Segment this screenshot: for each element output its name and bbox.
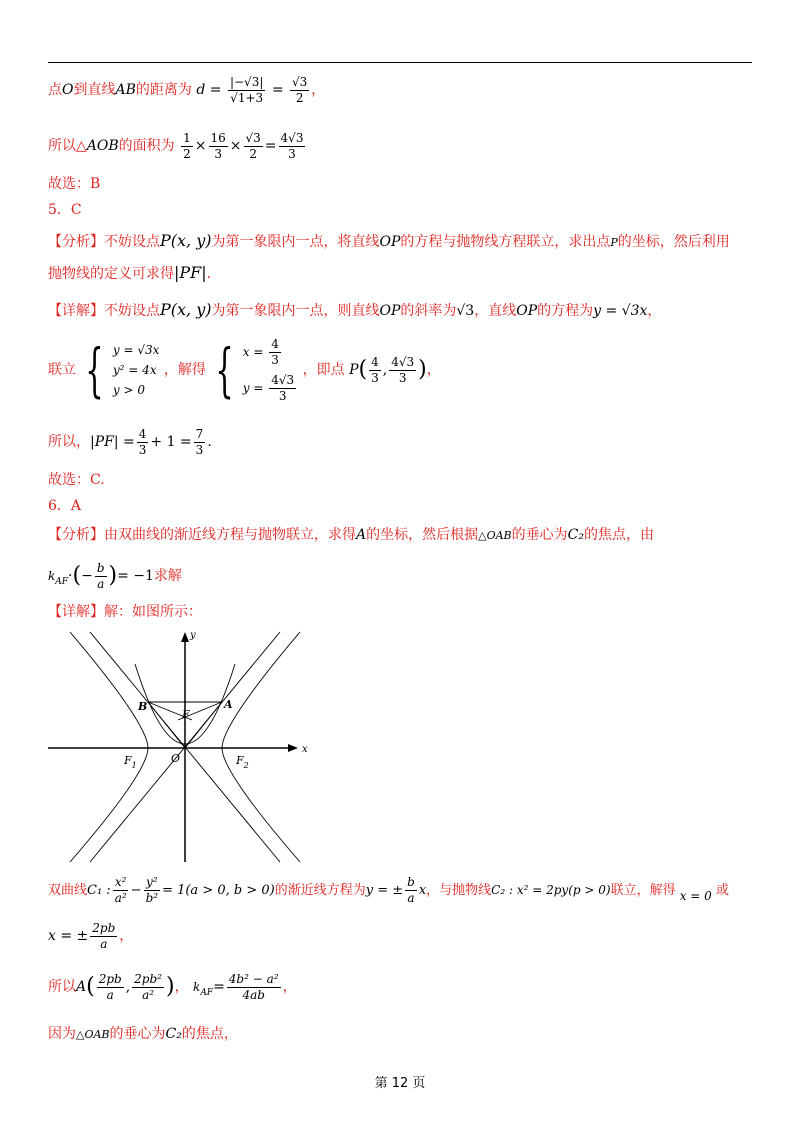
text: ， <box>119 928 134 944</box>
text: 的垂心为 <box>109 1026 166 1042</box>
fraction <box>405 875 417 906</box>
fraction <box>113 875 129 906</box>
q5-system: 联立 { y = √3x y² = 4x y > 0 ，解得 { x = $\frac{4}{3}$ y = $\frac{4√3}{3}$ ，即点 P( $\frac{4}{3}$ , $\frac{4√3}{3}$ )， <box>48 336 441 404</box>
fraction <box>290 75 309 106</box>
detail-tag: 【详解】 <box>48 604 104 620</box>
text: ，直线 <box>474 303 517 319</box>
distance-line <box>48 68 325 112</box>
slope: √3 <box>456 303 475 319</box>
fraction <box>194 427 206 458</box>
text: ，解得 <box>163 362 206 378</box>
segment-OB <box>148 702 185 748</box>
label-A: A <box>224 698 233 711</box>
equals: = <box>271 82 284 98</box>
fraction <box>144 875 161 906</box>
text: 由双曲线的渐近线方程与抛物联立，求得 <box>104 527 356 543</box>
text: ，与抛物线 <box>426 883 492 898</box>
point-P: P <box>349 362 359 378</box>
curve-C2: C₂ <box>567 527 584 543</box>
equation: y² = 4x <box>112 363 157 377</box>
label-F1-main: F <box>124 754 132 767</box>
text: ， <box>426 362 441 378</box>
q5-detail <box>48 297 661 323</box>
denominator: a <box>100 936 108 951</box>
text: 所以 <box>48 979 76 995</box>
denominator: 3 <box>214 146 222 161</box>
answer-4: 故选：B <box>48 176 101 192</box>
solution-system <box>243 334 298 406</box>
numerator: 4 <box>371 354 379 369</box>
fraction <box>95 561 107 592</box>
denominator: √1+3 <box>230 90 264 105</box>
numerator: 7 <box>195 426 204 441</box>
text: 的焦点， <box>181 1026 238 1042</box>
equation: y = √3x <box>593 303 648 319</box>
line-AB: AB <box>115 82 136 98</box>
numerator: 2pb <box>98 971 122 986</box>
numerator: 4 <box>271 337 279 351</box>
fraction <box>228 75 265 106</box>
paren: ) <box>418 357 427 382</box>
label-F: F <box>182 708 190 721</box>
text: 的方程与抛物线方程联立，求出点 <box>400 234 611 250</box>
fraction <box>279 131 306 162</box>
solution: x = 0 <box>679 889 712 903</box>
text: 解：如图所示： <box>104 604 202 620</box>
numerator: √3 <box>245 130 261 145</box>
line-OP: OP <box>379 303 401 319</box>
denominator: 3 <box>371 370 379 385</box>
text: 求解 <box>153 568 182 584</box>
denominator: a <box>106 987 114 1002</box>
distance-PF: |PF| <box>174 263 207 282</box>
condition: = 1(a > 0, b > 0) <box>162 883 275 898</box>
label-F2-main: F <box>236 754 244 767</box>
equation: y = <box>242 381 264 395</box>
equation-system <box>113 340 160 400</box>
denominator: 3 <box>138 442 147 457</box>
label-B: B <box>138 700 148 713</box>
denominator: 3 <box>271 353 279 367</box>
q6-x-solution <box>48 914 133 958</box>
fraction <box>181 131 193 162</box>
text: 抛物线的定义可求得 <box>48 266 174 282</box>
q6-detail <box>48 602 202 622</box>
minus: − <box>130 883 142 898</box>
segment-OA <box>185 702 222 748</box>
fraction <box>244 131 263 162</box>
text: 的坐标，然后利用 <box>617 234 730 250</box>
var-x: x <box>418 883 427 898</box>
denominator: a <box>407 891 415 905</box>
line-OP: OP <box>516 303 538 319</box>
distance-PF: |PF| = <box>90 434 135 450</box>
numerator: 2pb² <box>134 971 162 986</box>
point-O: O <box>62 82 74 98</box>
numerator: b <box>407 875 415 889</box>
numerator: 4√3 <box>391 354 415 369</box>
denominator: 2 <box>295 90 304 105</box>
fraction <box>90 921 117 952</box>
left-brace: { <box>215 336 234 404</box>
left-brace: { <box>85 336 104 404</box>
fraction <box>97 972 124 1003</box>
text: . <box>206 266 212 282</box>
text: 的方程为 <box>537 303 594 319</box>
fraction <box>389 355 416 386</box>
y-axis-label: y <box>190 630 196 641</box>
denominator: a² <box>114 891 127 905</box>
paren: ) <box>165 974 175 999</box>
label-F1-sub: 1 <box>131 761 137 770</box>
label-F2-sub: 2 <box>243 761 249 770</box>
label-O: O <box>171 752 181 765</box>
denominator: 2 <box>183 146 191 161</box>
equals: = <box>264 138 277 154</box>
point-P: P(x, y) <box>160 300 212 319</box>
text: + 1 = <box>150 434 192 450</box>
x-axis-arrow <box>288 744 298 752</box>
equation: x = <box>242 345 264 359</box>
q5-result <box>48 420 212 464</box>
curve-C1: C₁ : <box>87 883 111 898</box>
fraction <box>209 131 228 162</box>
denominator: b² <box>145 891 159 905</box>
q5-analysis-cont <box>48 260 211 286</box>
numerator: √3 <box>292 74 308 89</box>
denominator: 3 <box>398 370 407 385</box>
text: 所以△ <box>48 138 87 154</box>
q6-hyperbola-line <box>48 868 729 912</box>
denominator: 3 <box>195 442 204 457</box>
numerator: 4√3 <box>271 373 295 387</box>
analysis-tag: 【分析】 <box>48 234 104 250</box>
question-5-heading: 5．C <box>48 202 82 218</box>
q5-analysis <box>48 228 730 254</box>
text: x = ± <box>48 928 89 944</box>
detail-tag: 【详解】 <box>48 303 104 319</box>
denominator: 4ab <box>242 987 265 1002</box>
text: 的焦点，由 <box>583 527 654 543</box>
line-OP: OP <box>379 234 401 250</box>
asymptote-eq: y = ± <box>365 883 404 898</box>
fraction <box>227 972 281 1003</box>
text: 为第一象限内一点，将直线 <box>211 234 380 250</box>
slope-k: k <box>193 980 201 994</box>
point-A: A <box>76 979 87 995</box>
subscript: AF <box>200 987 214 998</box>
paren: ( <box>358 357 368 382</box>
denominator: 3 <box>288 146 296 161</box>
times: × <box>229 138 242 154</box>
numerator: y² <box>146 875 158 889</box>
var-d: d = <box>196 82 222 98</box>
text: 的距离为 <box>135 82 192 98</box>
point-P: P <box>610 236 618 249</box>
text: 双曲线 <box>48 883 88 898</box>
denominator: a² <box>142 987 155 1002</box>
text: 联立 <box>48 362 76 378</box>
times: × <box>194 138 207 154</box>
denominator: 2 <box>249 146 257 161</box>
text: . <box>207 434 212 450</box>
point-P: P(x, y) <box>160 231 212 250</box>
text: 联立，解得 <box>610 883 676 898</box>
fraction <box>132 972 164 1003</box>
equation: y > 0 <box>112 383 146 397</box>
text: ， <box>282 979 297 995</box>
q6-analysis-cont: $k_{AF}\cdot(-$ $\frac{b}{a}$ )= −1求解 <box>48 560 182 591</box>
answer-5: 故选：C. <box>48 472 105 488</box>
fraction <box>137 427 149 458</box>
label-F1 <box>123 754 137 770</box>
text: 的面积为 <box>118 138 175 154</box>
text: ， <box>311 82 326 98</box>
x-axis-label: x <box>302 744 308 755</box>
text: 因为 <box>48 1026 76 1042</box>
denominator: a <box>97 576 105 591</box>
text: 不妨设点 <box>104 303 160 319</box>
y-axis-arrow <box>181 632 189 642</box>
triangle-AOB: AOB <box>86 138 119 154</box>
hyperbola-figure <box>40 624 310 864</box>
q6-analysis <box>48 522 654 548</box>
triangle-OAB: △OAB <box>76 1028 110 1041</box>
numerator: 2pb <box>92 920 116 935</box>
area-line <box>48 124 307 168</box>
slope-k: k <box>48 569 56 583</box>
point-A: A <box>356 527 367 543</box>
text: 的渐近线方程为 <box>274 883 366 898</box>
text: ， <box>647 303 662 319</box>
text: 的垂心为 <box>511 527 568 543</box>
text: 所以， <box>48 434 90 450</box>
text: 的坐标，然后根据 <box>366 527 479 543</box>
equals: = −1 <box>117 568 154 584</box>
subscript: AF <box>55 576 69 587</box>
text: 为第一象限内一点，则直线 <box>211 303 380 319</box>
paren: ) <box>108 563 118 588</box>
numerator: |−√3| <box>229 74 264 89</box>
dot: · <box>68 568 73 584</box>
denominator: 3 <box>278 389 287 403</box>
fraction <box>369 355 381 386</box>
numerator: 16 <box>210 130 226 145</box>
text: 到直线 <box>73 82 116 98</box>
equals: = <box>213 979 225 995</box>
curve-C2: C₂ : x² = 2py(p > 0) <box>491 883 611 897</box>
question-6-heading: 6．A <box>48 498 82 514</box>
numerator: 4 <box>138 426 147 441</box>
paren: ( <box>72 563 82 588</box>
text: ， <box>174 979 189 995</box>
hyperbola-left-branch <box>70 632 148 862</box>
numerator: 4b² − a² <box>228 971 279 986</box>
curve-C2: C₂ <box>165 1026 182 1042</box>
triangle-OAB: △OAB <box>478 529 512 542</box>
header-rule <box>48 62 752 63</box>
numerator: x² <box>114 875 127 889</box>
label-F2 <box>235 754 249 770</box>
text: 点 <box>48 82 62 98</box>
text: 或 <box>715 883 729 898</box>
q6-point-A: 所以A( $\frac{2pb}{a}$ , $\frac{\text{2pb²}}{\text{a²}}$ )， $k_{AF}=$ $\frac{\text{4b² − a²}}{4ab}$ ， <box>48 971 297 1002</box>
page-number: 第 12 页 <box>374 1076 426 1091</box>
text: ，即点 <box>302 362 345 378</box>
numerator: 1 <box>183 130 191 145</box>
text: 的斜率为 <box>400 303 457 319</box>
numerator: 4√3 <box>280 130 304 145</box>
paren: ( <box>86 974 95 999</box>
text: 不妨设点 <box>104 234 160 250</box>
q6-orthocenter <box>48 1022 238 1046</box>
analysis-tag: 【分析】 <box>48 527 104 543</box>
numerator: b <box>96 560 105 575</box>
equation: y = √3x <box>112 343 160 357</box>
